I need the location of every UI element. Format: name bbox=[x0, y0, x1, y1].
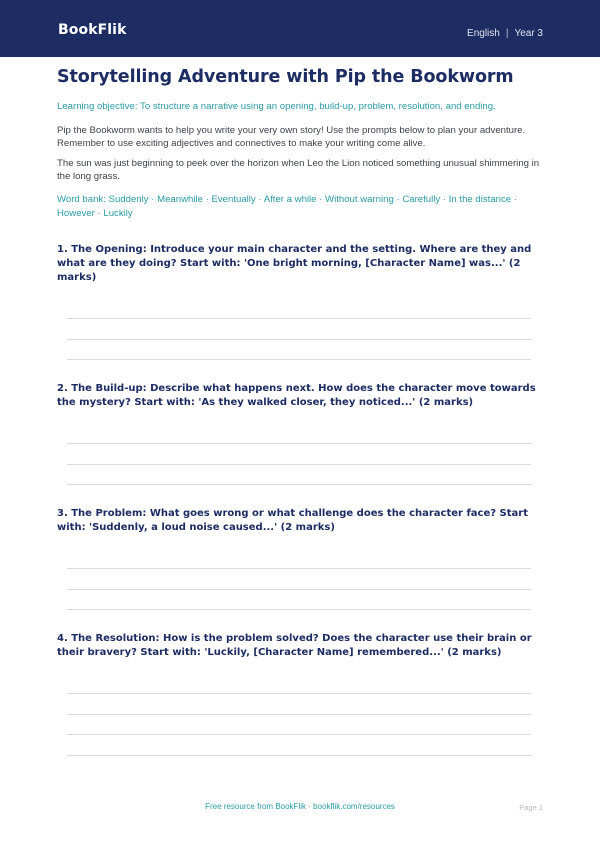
answer-line bbox=[67, 568, 531, 569]
worksheet-body bbox=[57, 66, 543, 756]
question-block bbox=[57, 507, 543, 610]
question-block bbox=[57, 632, 543, 756]
meta-separator: | bbox=[505, 28, 509, 39]
learning-objective: Learning objective: To structure a narrative using an opening, build-up, problem, resolution, and ending. bbox=[57, 101, 496, 112]
answer-line bbox=[67, 339, 531, 340]
answer-line bbox=[67, 443, 531, 444]
header-meta bbox=[467, 28, 543, 39]
answer-line bbox=[67, 589, 531, 590]
answer-area[interactable] bbox=[67, 693, 531, 756]
brand-logo: BookFlik bbox=[58, 22, 127, 38]
question-prompt: 2. The Build-up: Describe what happens next. How does the character move towards the mystery? Start with: 'As they walked closer, they noticed...' (2 marks) bbox=[57, 383, 536, 408]
question-prompt: 3. The Problem: What goes wrong or what challenge does the character face? Start with: 'Suddenly, a loud noise caused...' (2 marks) bbox=[57, 508, 528, 533]
question-prompt: 4. The Resolution: How is the problem solved? Does the character use their brain or their bravery? Start with: 'Luckily, [Character Name] remembered...' (2 marks) bbox=[57, 633, 532, 658]
answer-line bbox=[67, 755, 531, 756]
question-prompt: 1. The Opening: Introduce your main character and the setting. Where are they and what are they doing? Start with: 'One bright morning, [Character Name] was...' (2 marks) bbox=[57, 244, 532, 283]
footer-credit: Free resource from BookFlik · bookflik.com/resources bbox=[205, 802, 395, 811]
answer-line bbox=[67, 714, 531, 715]
subject-label: English bbox=[467, 28, 500, 39]
page-title: Storytelling Adventure with Pip the Bookworm bbox=[57, 67, 514, 87]
answer-line bbox=[67, 734, 531, 735]
header-banner bbox=[0, 0, 600, 57]
answer-line bbox=[67, 484, 531, 485]
intro-paragraph: Pip the Bookworm wants to help you write your very own story! Use the prompts below to plan your adventure. Remember to use exciting adjectives and connectives to make your writing come alive. bbox=[57, 125, 526, 149]
example-paragraph: The sun was just beginning to peek over the horizon when Leo the Lion noticed something unusual shimmering in the long grass. bbox=[57, 158, 540, 182]
question-block bbox=[57, 243, 543, 360]
answer-line bbox=[67, 693, 531, 694]
answer-line bbox=[67, 318, 531, 319]
year-label: Year 3 bbox=[514, 28, 543, 39]
word-bank: Word bank: Suddenly · Meanwhile · Eventually · After a while · Without warning · Carefully · In the distance · However · Luckily bbox=[57, 194, 517, 219]
answer-area[interactable] bbox=[67, 568, 531, 610]
answer-line bbox=[67, 359, 531, 360]
question-block bbox=[57, 382, 543, 485]
answer-area[interactable] bbox=[67, 443, 531, 485]
answer-line bbox=[67, 609, 531, 610]
answer-area[interactable] bbox=[67, 318, 531, 360]
answer-line bbox=[67, 464, 531, 465]
page-number: Page 1 bbox=[519, 803, 543, 812]
